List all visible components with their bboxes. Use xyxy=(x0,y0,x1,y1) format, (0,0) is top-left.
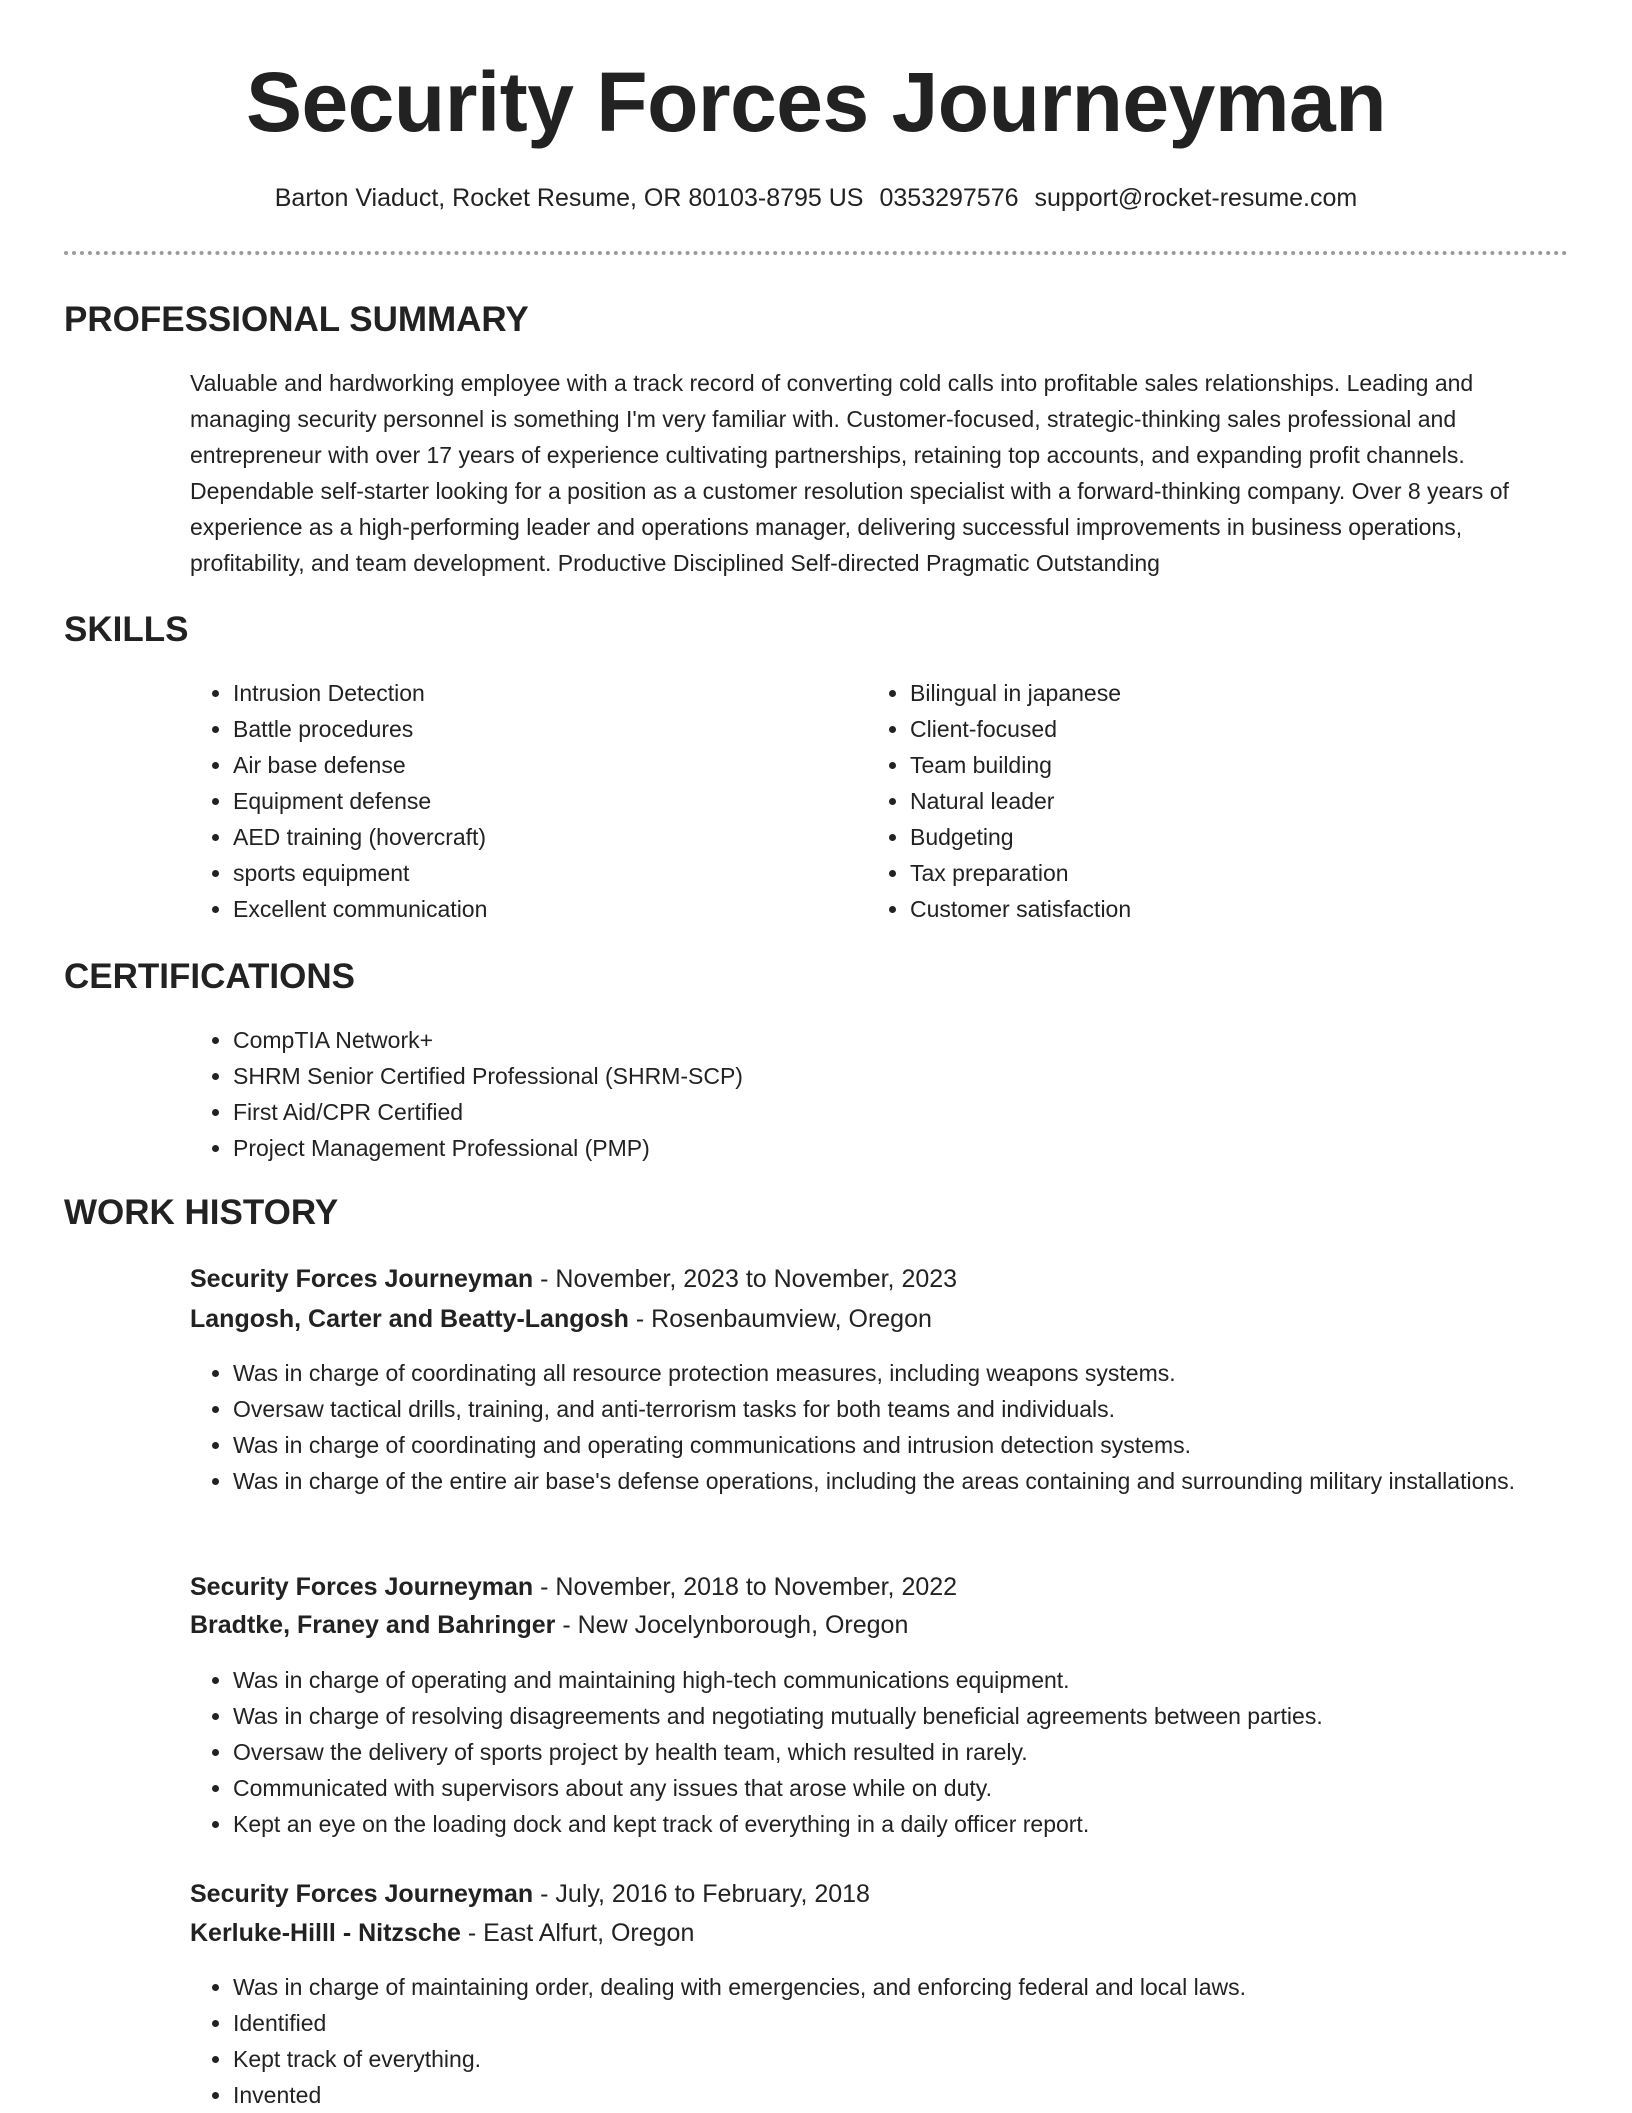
job-title-line xyxy=(190,1570,957,1604)
list-item: • First Aid/CPR Certified xyxy=(233,1094,1533,1130)
list-item: • Natural leader xyxy=(910,783,1510,819)
list-item: • Oversaw tactical drills, training, and anti-terrorism tasks for both teams and individuals. xyxy=(233,1391,1573,1427)
list-item: • Invented xyxy=(233,2077,1573,2113)
job-duties-list xyxy=(190,1662,1573,1842)
list-item: • SHRM Senior Certified Professional (SHRM-SCP) xyxy=(233,1058,1533,1094)
list-item: • Was in charge of coordinating all resource protection measures, including weapons systems. xyxy=(233,1355,1573,1391)
list-item: • Customer satisfaction xyxy=(910,891,1510,927)
list-item: • Bilingual in japanese xyxy=(910,675,1510,711)
list-item: • Equipment defense xyxy=(233,783,833,819)
job-location: - New Jocelynborough, Oregon xyxy=(555,1611,909,1639)
list-item: • Budgeting xyxy=(910,819,1510,855)
list-item: • CompTIA Network+ xyxy=(233,1022,1533,1058)
job-company: Kerluke-Hilll - Nitzsche xyxy=(190,1919,461,1947)
job-dates: - November, 2018 to November, 2022 xyxy=(533,1573,958,1601)
job-role: Security Forces Journeyman xyxy=(190,1265,534,1293)
list-item: • Was in charge of resolving disagreements and negotiating mutually beneficial agreements between parties. xyxy=(233,1698,1573,1734)
job-location: - East Alfurt, Oregon xyxy=(460,1919,695,1947)
list-item: • Project Management Professional (PMP) xyxy=(233,1130,1533,1166)
job-duties-list xyxy=(190,1355,1573,1499)
list-item: • sports equipment xyxy=(233,855,833,891)
list-item: • Intrusion Detection xyxy=(233,675,833,711)
job-company-line xyxy=(190,1302,932,1336)
list-item: • Excellent communication xyxy=(233,891,833,927)
list-item: • Client-focused xyxy=(910,711,1510,747)
job-company-line xyxy=(190,1916,694,1950)
list-item: • Battle procedures xyxy=(233,711,833,747)
list-item: • Was in charge of maintaining order, dealing with emergencies, and enforcing federal and local laws. xyxy=(233,1969,1573,2005)
list-item: • Identified xyxy=(233,2005,1573,2041)
email: support@rocket-resume.com xyxy=(1034,184,1358,212)
phone: 0353297576 xyxy=(879,184,1019,212)
resume-name: Security Forces Journeyman xyxy=(245,55,1387,149)
job-company-line xyxy=(190,1608,908,1642)
header-divider xyxy=(64,251,1568,255)
list-item: • Was in charge of coordinating and operating communications and intrusion detection systems. xyxy=(233,1427,1573,1463)
job-dates: - November, 2023 to November, 2023 xyxy=(533,1265,958,1293)
job-company: Langosh, Carter and Beatty-Langosh xyxy=(190,1305,629,1333)
list-item: • Was in charge of operating and maintaining high-tech communications equipment. xyxy=(233,1662,1573,1698)
job-role: Security Forces Journeyman xyxy=(190,1573,534,1601)
job-title-line xyxy=(190,1877,870,1911)
list-item: • Communicated with supervisors about any issues that arose while on duty. xyxy=(233,1770,1573,1806)
list-item: • Was in charge of the entire air base's defense operations, including the areas containing and surrounding military installations. xyxy=(233,1463,1573,1499)
list-item: • Tax preparation xyxy=(910,855,1510,891)
list-item: • Air base defense xyxy=(233,747,833,783)
certifications-heading: CERTIFICATIONS xyxy=(64,957,356,996)
address: Barton Viaduct, Rocket Resume, OR 80103-8795 US xyxy=(274,184,864,212)
job-title-line xyxy=(190,1262,957,1296)
list-item: • AED training (hovercraft) xyxy=(233,819,833,855)
contact-info xyxy=(0,181,1632,215)
job-location: - Rosenbaumview, Oregon xyxy=(628,1305,932,1333)
list-item: • Kept track of everything. xyxy=(233,2041,1573,2077)
skills-list-right xyxy=(867,675,1510,927)
skills-heading: SKILLS xyxy=(64,610,189,649)
job-role: Security Forces Journeyman xyxy=(190,1880,534,1908)
list-item: • Oversaw the delivery of sports project by health team, which resulted in rarely. xyxy=(233,1734,1573,1770)
summary-heading: PROFESSIONAL SUMMARY xyxy=(64,300,529,339)
job-duties-list xyxy=(190,1969,1573,2113)
summary-text: Valuable and hardworking employee with a track record of converting cold calls into profitable sales relationships. Leading and managing security personnel is something I'm very familiar with. Customer-focused, strategic-thinking sales professional and entrepreneur with over 17 years of experience cultivating partnerships, retaining top accounts, and expanding profit channels. Dependable self-starter looking for a position as a customer resolution specialist with a forward-thinking company. Over 8 years of experience as a high-performing leader and operations manager, delivering successful improvements in business operations, profitability, and team development. Productive Disciplined Self-directed Pragmatic Outstanding xyxy=(190,370,1509,576)
job-dates: - July, 2016 to February, 2018 xyxy=(533,1880,870,1908)
list-item: • Kept an eye on the loading dock and kept track of everything in a daily officer report. xyxy=(233,1806,1573,1842)
work-history-heading: WORK HISTORY xyxy=(64,1193,339,1232)
list-item: • Team building xyxy=(910,747,1510,783)
skills-list-left xyxy=(190,675,833,927)
certifications-list xyxy=(190,1022,1533,1166)
job-company: Bradtke, Franey and Bahringer xyxy=(190,1611,556,1639)
